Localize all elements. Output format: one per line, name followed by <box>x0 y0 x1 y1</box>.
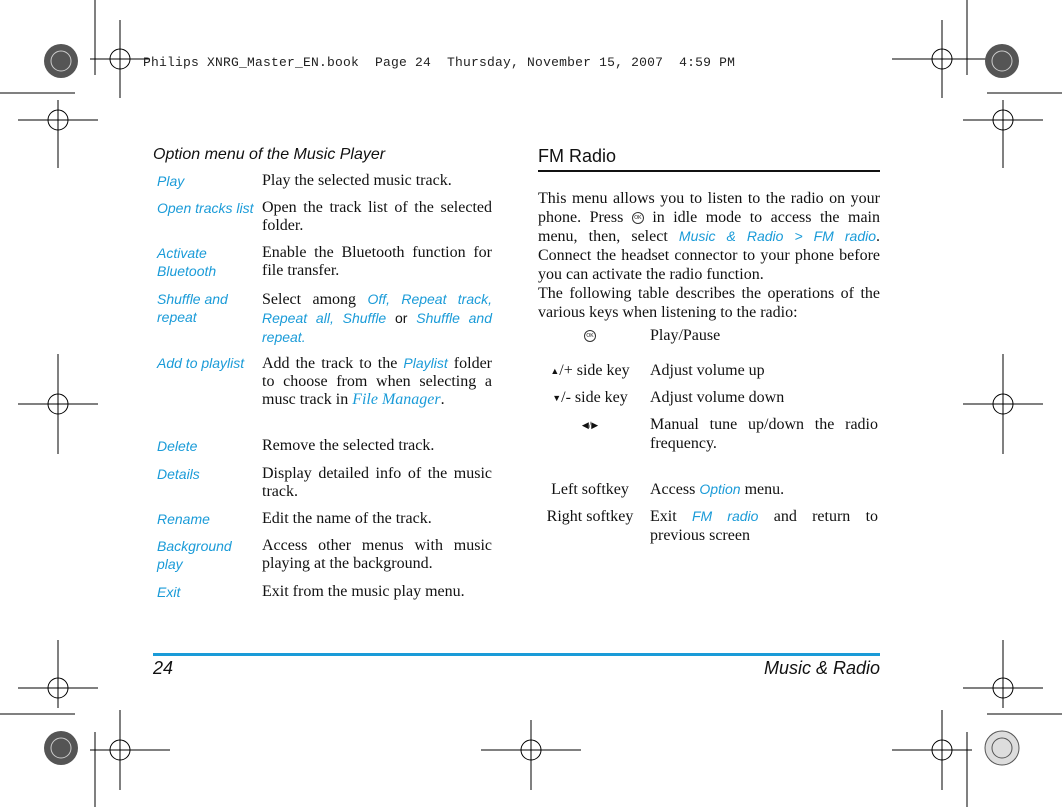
desc-text: folder to choose from when selecting a musc track in <box>262 355 492 408</box>
key-cell <box>538 388 642 408</box>
desc-text: Exit <box>650 508 692 525</box>
option-desc: Enable the Bluetooth function for file transfer. <box>262 244 492 279</box>
target-tr <box>892 20 992 98</box>
desc-text: Add the track to the <box>262 355 404 372</box>
option-menu-heading: Option menu of the Music Player <box>153 146 386 163</box>
up-arrow-icon: ▲ <box>550 365 560 376</box>
desc-text: or <box>386 310 417 326</box>
option-term: Activate Bluetooth <box>157 245 217 279</box>
section-name: Music & Radio <box>763 658 880 678</box>
option-term: Details <box>157 466 200 482</box>
option-desc: Play the selected music track. <box>262 172 452 189</box>
desc-highlight: Option <box>699 481 741 497</box>
key-desc: Play/Pause <box>650 327 721 344</box>
key-desc <box>650 507 878 545</box>
key-desc: Adjust volume down <box>650 389 785 406</box>
key-cell <box>538 361 642 381</box>
intro-text: . Connect the headset connector to your phone before you can activate the radio function. <box>538 228 880 283</box>
option-desc: Display detailed info of the music track. <box>262 465 492 500</box>
desc-highlight: Shuffle and repeat. <box>262 310 493 345</box>
option-term: Background play <box>157 538 232 572</box>
down-arrow-icon: ▼ <box>552 392 562 403</box>
desc-text: Select among <box>262 291 368 308</box>
left-right-arrow-icon: ◀/▶ <box>581 419 599 430</box>
option-desc: Open the track list of the selected folder. <box>262 199 492 234</box>
ok-key-icon: OK <box>632 212 644 224</box>
title-rule <box>538 170 880 172</box>
option-desc <box>262 354 492 409</box>
option-term: Rename <box>157 511 210 527</box>
option-term: Add to playlist <box>157 355 245 371</box>
desc-highlight: FM radio <box>691 508 759 524</box>
option-desc: Access other menus with music playing at the background. <box>262 537 492 572</box>
option-desc: Edit the name of the track. <box>262 510 432 527</box>
key-desc: Manual tune up/down the radio frequency. <box>650 416 878 452</box>
target-tl <box>90 20 150 98</box>
option-term: Shuffle and repeat <box>157 291 228 325</box>
desc-highlight: Playlist <box>403 355 448 371</box>
intro-paragraph <box>538 189 880 284</box>
key-text: /- side key <box>561 389 628 406</box>
option-desc: Exit from the music play menu. <box>262 583 465 600</box>
intro-paragraph: The following table describes the operations of the various keys when listening to the radio: <box>538 285 880 321</box>
menu-path: Music & Radio > FM radio <box>678 228 876 244</box>
desc-text: . <box>440 391 445 408</box>
book-header-line: Philips XNRG_Master_EN.book Page 24 Thursday, November 15, 2007 4:59 PM <box>143 55 736 70</box>
desc-text: and return to previous screen <box>650 508 879 544</box>
intro-text: in idle mode to access the main menu, then, select <box>538 209 881 245</box>
key-desc <box>650 480 878 499</box>
fm-intro <box>538 189 880 322</box>
key-cell: Right softkey <box>546 508 634 525</box>
option-term: Exit <box>157 584 181 600</box>
desc-highlight: File Manager <box>352 391 441 408</box>
desc-text: Access <box>650 481 700 498</box>
key-text: /+ side key <box>559 362 630 379</box>
key-cell <box>538 415 642 435</box>
option-desc: Remove the selected track. <box>262 437 435 454</box>
option-term: Open tracks list <box>157 200 254 216</box>
intro-text: This menu allows you to listen to the radio on your phone. Press <box>538 190 880 226</box>
option-desc <box>262 290 492 347</box>
fm-radio-title: FM Radio <box>538 146 617 166</box>
ok-key-icon: OK <box>584 330 596 342</box>
key-cell <box>538 326 642 345</box>
desc-highlight: Off, Repeat track, Repeat all, Shuffle <box>262 291 492 326</box>
option-term: Delete <box>157 438 198 454</box>
key-desc: Adjust volume up <box>650 362 765 379</box>
footer-rule <box>153 653 880 656</box>
page-number: 24 <box>153 658 174 678</box>
option-term: Play <box>157 173 185 189</box>
key-cell: Left softkey <box>551 481 629 498</box>
desc-text: menu. <box>740 481 785 498</box>
